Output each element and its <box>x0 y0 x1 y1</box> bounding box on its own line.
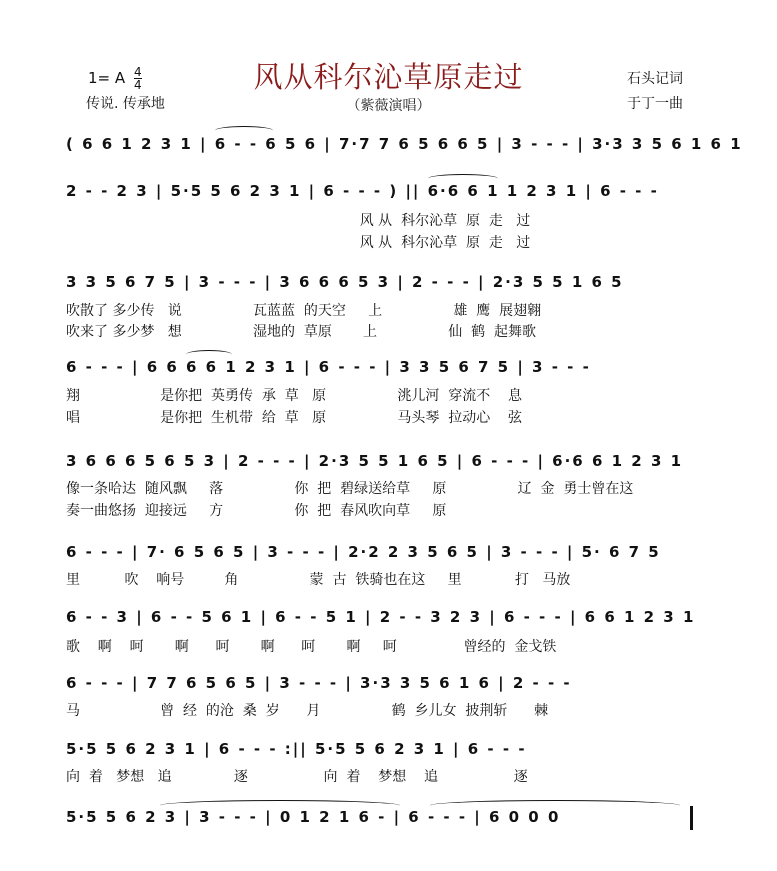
notation-line: 3 6 6 6 5 6 5 3 | 2 - - - | 2·3 5 5 1 6 5 | 6 - - - | 6·6 6 1 2 3 1 <box>66 452 684 470</box>
staff-row <box>66 672 694 696</box>
staff-row <box>66 356 694 380</box>
lyric-line-verse2: 奏一曲悠扬 迎接远 方 你 把 春风吹向草 原 <box>66 503 447 519</box>
staff-row <box>66 450 694 474</box>
performer-note: （紫薇演唱） <box>346 98 431 114</box>
notation-line: 2 - - 2 3 | 5·5 5 6 2 3 1 | 6 - - - ) || 6·6 6 1 1 2 3 1 | 6 - - - <box>66 182 659 200</box>
staff-row <box>66 738 694 762</box>
notation-line: 5·5 5 6 2 3 | 3 - - - | 0 1 2 1 6 - | 6 - - - | 6 0 0 0 <box>66 808 561 826</box>
lyricist-credit: 石头记词 <box>627 71 683 87</box>
song-title: 风从科尔沁草原走过 <box>253 60 524 94</box>
slur-mark <box>428 174 498 183</box>
lyric-line-verse1: 风 从 科尔沁草 原 走 过 <box>66 213 531 229</box>
staff-row <box>66 271 694 295</box>
composer-credit: 于丁一曲 <box>627 96 683 112</box>
notation-line: 5·5 5 6 2 3 1 | 6 - - - :|| 5·5 5 6 2 3 1 | 6 - - - <box>66 740 527 758</box>
notation-line: 3 3 5 6 7 5 | 3 - - - | 3 6 6 6 5 3 | 2 - - - | 2·3 5 5 1 6 5 <box>66 273 624 291</box>
lyric-line-verse1: 翔 是你把 英勇传 承 草 原 洮儿河 穿流不 息 <box>66 388 523 404</box>
time-signature <box>134 66 142 91</box>
slur-mark <box>215 126 273 135</box>
staff-row <box>66 606 694 630</box>
lyric-line-verse1: 吹散了 多少传 说 瓦蓝蓝 的天空 上 雄 鹰 展翅翱 <box>66 303 542 319</box>
notation-line: ( 6 6 1 2 3 1 | 6 - - 6 5 6 | 7·7 7 6 5 6 6 5 | 3 - - - | 3·3 3 5 6 1 6 1 <box>66 135 743 153</box>
time-bottom: 4 <box>133 78 142 92</box>
notation-line: 6 - - - | 7 7 6 5 6 5 | 3 - - - | 3·3 3 5 6 1 6 | 2 - - - <box>66 674 572 692</box>
staff-row <box>66 133 743 157</box>
time-top: 4 <box>133 65 142 79</box>
slur-mark <box>186 350 232 359</box>
lyric-line-verse1: 歌 啊 呵 啊 呵 啊 呵 啊 呵 曾经的 金戈铁 <box>66 639 557 655</box>
notation-line: 6 - - - | 7· 6 5 6 5 | 3 - - - | 2·2 2 3 5 6 5 | 3 - - - | 5· 6 7 5 <box>66 543 661 561</box>
notation-line: 6 - - - | 6 6 6 6 1 2 3 1 | 6 - - - | 3 3 5 6 7 5 | 3 - - - <box>66 358 591 376</box>
staff-row <box>66 180 694 204</box>
key-label: 1= A <box>88 69 126 87</box>
lyric-line-verse2: 唱 是你把 生机带 给 草 原 马头琴 拉动心 弦 <box>66 410 523 426</box>
notation-line: 6 - - 3 | 6 - - 5 6 1 | 6 - - 5 1 | 2 - - 3 2 3 | 6 - - - | 6 6 1 2 3 1 <box>66 608 696 626</box>
tie-mark <box>160 800 400 811</box>
lyric-line-verse2: 吹来了 多少梦 想 湿地的 草原 上 仙 鹤 起舞歌 <box>66 324 537 340</box>
style-note: 传说. 传承地 <box>86 96 165 112</box>
tie-mark <box>430 800 680 811</box>
staff-row <box>66 541 694 565</box>
lyric-line-verse1: 马 曾 经 的沧 桑 岁 月 鹤 乡儿女 披荆斩 棘 <box>66 703 549 719</box>
lyric-line-verse2: 风 从 科尔沁草 原 走 过 <box>66 235 531 251</box>
lyric-line-verse1: 里 吹 响号 角 蒙 古 铁骑也在这 里 打 马放 <box>66 572 571 588</box>
final-barline <box>690 806 693 830</box>
key-signature <box>88 66 142 91</box>
lyric-line-verse1: 向 着 梦想 追 逐 向 着 梦想 追 逐 <box>66 769 528 785</box>
lyric-line-verse1: 像一条哈达 随风飘 落 你 把 碧绿送给草 原 辽 金 勇士曾在这 <box>66 481 634 497</box>
